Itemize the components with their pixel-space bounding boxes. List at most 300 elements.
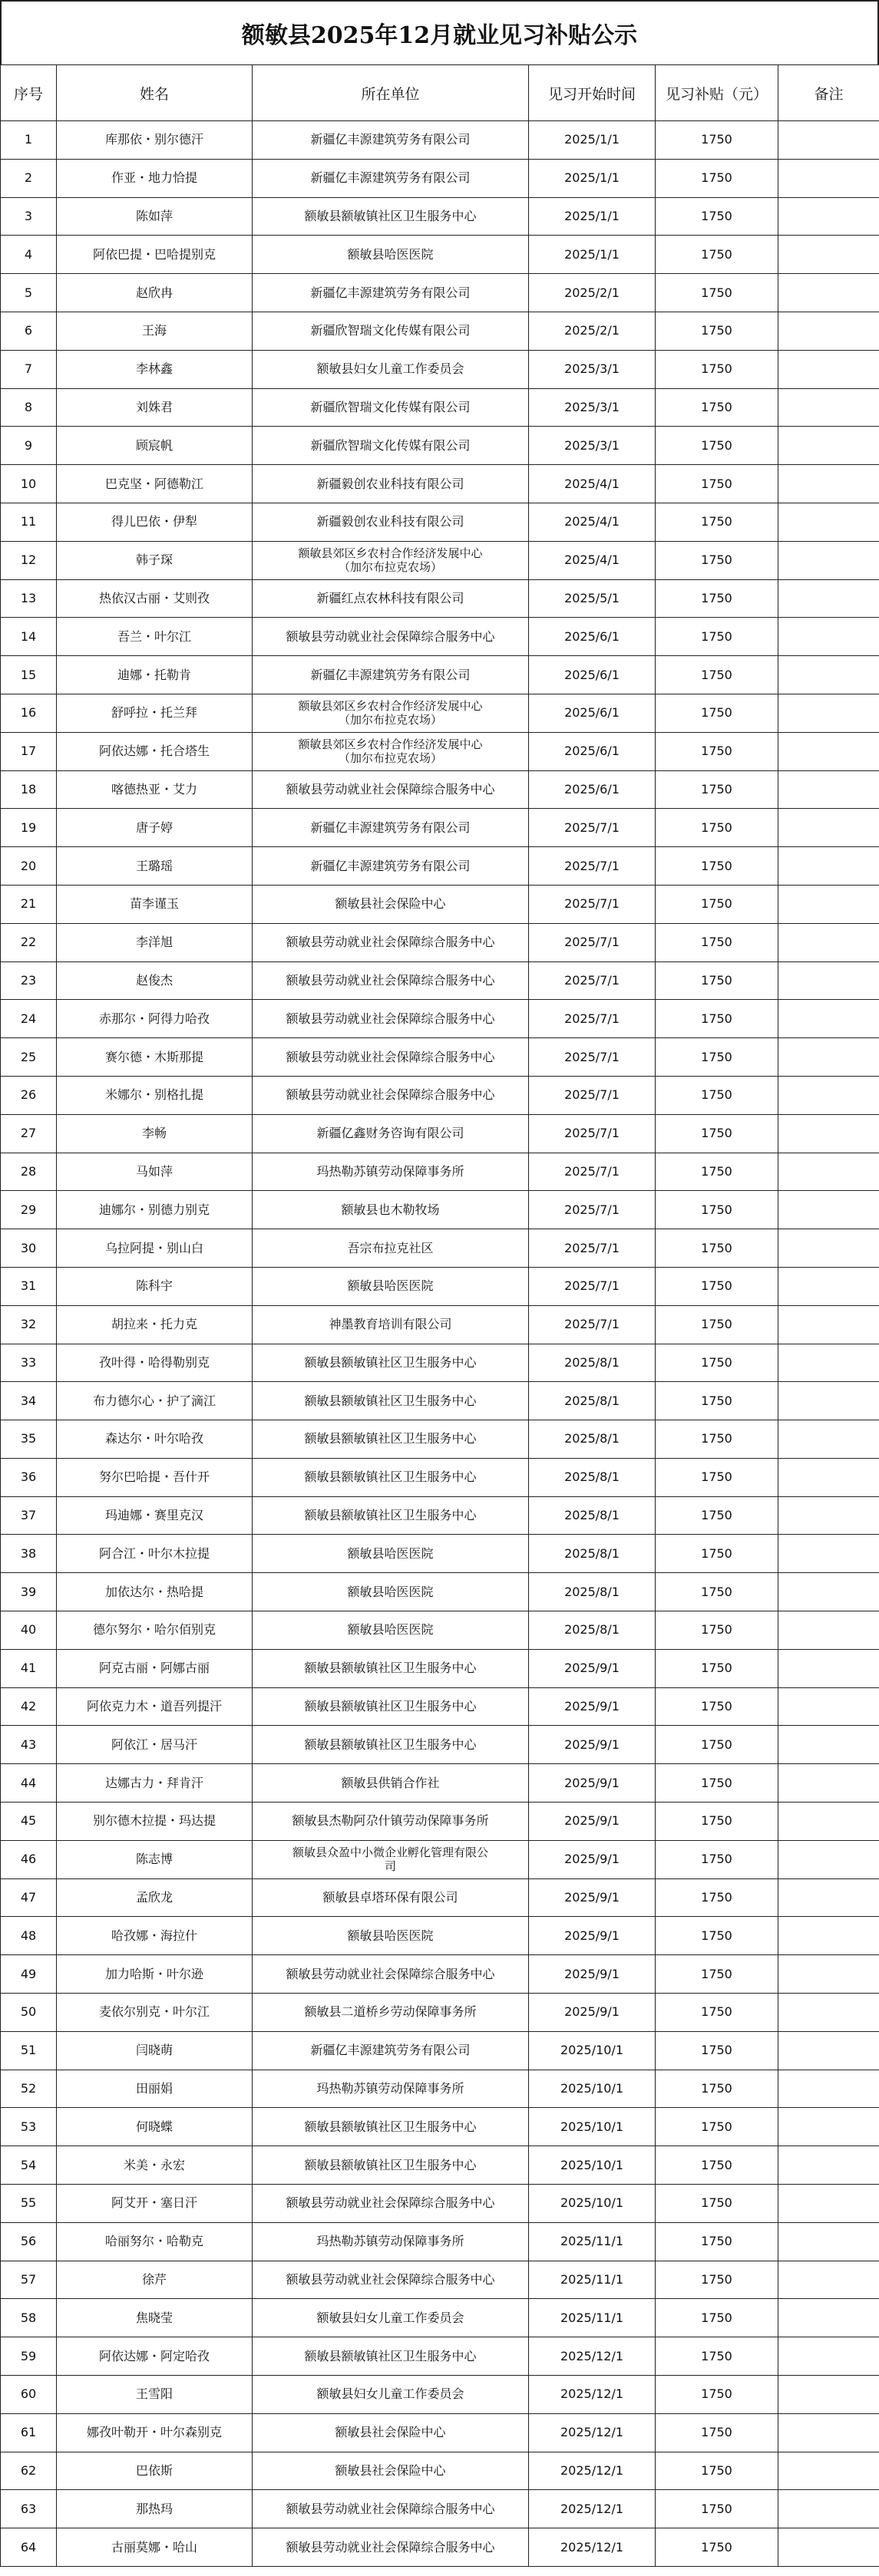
cell-no: 24 <box>1 1000 57 1038</box>
cell-no: 12 <box>1 541 57 579</box>
cell-name: 作亚・地力恰提 <box>57 159 253 197</box>
cell-subsidy: 1750 <box>656 923 778 961</box>
cell-start-date: 2025/7/1 <box>529 1305 656 1344</box>
cell-note <box>778 2261 879 2299</box>
table-row <box>1 350 879 388</box>
cell-note <box>778 1458 879 1496</box>
cell-name: 森达尔・叶尔哈孜 <box>57 1420 253 1459</box>
cell-unit: 额敏县劳动就业社会保障综合服务中心 <box>253 770 529 809</box>
cell-no: 62 <box>1 2452 57 2490</box>
cell-note <box>778 1153 879 1191</box>
cell-no: 21 <box>1 885 57 923</box>
cell-name: 陈科宇 <box>57 1267 253 1305</box>
table-row <box>1 1114 879 1153</box>
cell-note <box>778 1420 879 1459</box>
cell-note <box>778 885 879 923</box>
cell-note <box>778 274 879 312</box>
cell-start-date: 2025/6/1 <box>529 732 656 770</box>
cell-note <box>778 236 879 274</box>
cell-start-date: 2025/11/1 <box>529 2299 656 2337</box>
cell-subsidy: 1750 <box>656 1687 778 1726</box>
cell-name: 唐子婷 <box>57 809 253 847</box>
cell-subsidy: 1750 <box>656 2108 778 2146</box>
cell-unit: 额敏县哈医医院 <box>253 1573 529 1611</box>
cell-start-date: 2025/6/1 <box>529 694 656 732</box>
cell-subsidy: 1750 <box>656 236 778 274</box>
cell-name: 加力哈斯・叶尔逊 <box>57 1955 253 1994</box>
cell-note <box>778 1267 879 1305</box>
table-row <box>1 809 879 847</box>
cell-start-date: 2025/8/1 <box>529 1535 656 1573</box>
cell-note <box>778 618 879 656</box>
header-unit: 所在单位 <box>253 65 529 121</box>
cell-unit: 额敏县额敏镇社区卫生服务中心 <box>253 1420 529 1459</box>
cell-subsidy: 1750 <box>656 2299 778 2337</box>
table-row <box>1 236 879 274</box>
cell-unit: 额敏县供销合作社 <box>253 1764 529 1803</box>
cell-name: 巴依斯 <box>57 2452 253 2490</box>
table-row <box>1 923 879 961</box>
cell-name: 那热玛 <box>57 2490 253 2528</box>
cell-note <box>778 2031 879 2070</box>
cell-note <box>778 1803 879 1841</box>
cell-unit: 新疆亿丰源建筑劳务有限公司 <box>253 809 529 847</box>
cell-no: 18 <box>1 770 57 809</box>
table-row <box>1 1000 879 1038</box>
cell-no: 60 <box>1 2376 57 2414</box>
cell-no: 34 <box>1 1382 57 1420</box>
cell-note <box>778 732 879 770</box>
cell-no: 64 <box>1 2528 57 2567</box>
table-row <box>1 2070 879 2108</box>
cell-unit: 吾宗布拉克社区 <box>253 1229 529 1268</box>
cell-name: 胡拉来・托力克 <box>57 1305 253 1344</box>
cell-unit: 额敏县也木勒牧场 <box>253 1191 529 1229</box>
cell-no: 16 <box>1 694 57 732</box>
cell-start-date: 2025/1/1 <box>529 159 656 197</box>
cell-start-date: 2025/9/1 <box>529 1840 656 1878</box>
cell-note <box>778 1573 879 1611</box>
cell-start-date: 2025/7/1 <box>529 809 656 847</box>
cell-subsidy: 1750 <box>656 1649 778 1687</box>
cell-unit: 新疆欣智瑞文化传媒有限公司 <box>253 312 529 350</box>
cell-start-date: 2025/9/1 <box>529 1955 656 1994</box>
cell-no: 28 <box>1 1153 57 1191</box>
cell-subsidy: 1750 <box>656 1153 778 1191</box>
table-row <box>1 121 879 160</box>
cell-name: 陈如萍 <box>57 197 253 236</box>
cell-note <box>778 1496 879 1535</box>
cell-start-date: 2025/10/1 <box>529 2031 656 2070</box>
cell-unit: 额敏县哈医医院 <box>253 1267 529 1305</box>
cell-unit: 额敏县社会保险中心 <box>253 885 529 923</box>
cell-no: 63 <box>1 2490 57 2528</box>
cell-no: 42 <box>1 1687 57 1726</box>
cell-unit: 新疆亿丰源建筑劳务有限公司 <box>253 159 529 197</box>
cell-subsidy: 1750 <box>656 1573 778 1611</box>
cell-start-date: 2025/6/1 <box>529 656 656 694</box>
cell-subsidy: 1750 <box>656 2222 778 2261</box>
cell-note <box>778 121 879 160</box>
cell-start-date: 2025/7/1 <box>529 1153 656 1191</box>
cell-subsidy: 1750 <box>656 2413 778 2452</box>
cell-unit: 新疆亿丰源建筑劳务有限公司 <box>253 2031 529 2070</box>
cell-name: 阿合江・叶尔木拉提 <box>57 1535 253 1573</box>
cell-subsidy: 1750 <box>656 1267 778 1305</box>
table-row <box>1 2452 879 2490</box>
cell-no: 36 <box>1 1458 57 1496</box>
cell-note <box>778 1955 879 1994</box>
cell-unit: 新疆亿丰源建筑劳务有限公司 <box>253 121 529 160</box>
cell-start-date: 2025/5/1 <box>529 579 656 618</box>
cell-name: 阿依达娜・托合塔生 <box>57 732 253 770</box>
cell-name: 王璐瑶 <box>57 847 253 886</box>
cell-name: 阿依达娜・阿定哈孜 <box>57 2337 253 2376</box>
cell-subsidy: 1750 <box>656 770 778 809</box>
cell-start-date: 2025/8/1 <box>529 1458 656 1496</box>
cell-name: 闫晓萌 <box>57 2031 253 2070</box>
cell-name: 赤那尔・阿得力哈孜 <box>57 1000 253 1038</box>
cell-note <box>778 847 879 886</box>
cell-subsidy: 1750 <box>656 1535 778 1573</box>
cell-start-date: 2025/12/1 <box>529 2528 656 2567</box>
table-row <box>1 1878 879 1917</box>
cell-start-date: 2025/12/1 <box>529 2452 656 2490</box>
cell-note <box>778 2108 879 2146</box>
cell-unit: 额敏县劳动就业社会保障综合服务中心 <box>253 2185 529 2223</box>
cell-unit: 额敏县哈医医院 <box>253 1917 529 1955</box>
cell-start-date: 2025/7/1 <box>529 1114 656 1153</box>
cell-unit: 额敏县额敏镇社区卫生服务中心 <box>253 1496 529 1535</box>
cell-no: 9 <box>1 427 57 465</box>
cell-name: 阿依克力木・道吾列提汗 <box>57 1687 253 1726</box>
cell-note <box>778 1076 879 1114</box>
cell-no: 50 <box>1 1994 57 2032</box>
cell-note <box>778 159 879 197</box>
cell-subsidy: 1750 <box>656 197 778 236</box>
cell-start-date: 2025/7/1 <box>529 1000 656 1038</box>
cell-name: 李林鑫 <box>57 350 253 388</box>
cell-name: 麦依尔别克・叶尔江 <box>57 1994 253 2032</box>
table-row <box>1 1496 879 1535</box>
cell-unit: 新疆欣智瑞文化传媒有限公司 <box>253 388 529 427</box>
cell-subsidy: 1750 <box>656 1917 778 1955</box>
cell-name: 巴克坚・阿德勒江 <box>57 465 253 503</box>
cell-subsidy: 1750 <box>656 1229 778 1268</box>
table-row <box>1 2376 879 2414</box>
cell-note <box>778 2452 879 2490</box>
table-row <box>1 1229 879 1268</box>
cell-no: 20 <box>1 847 57 886</box>
cell-note <box>778 2070 879 2108</box>
cell-unit: 额敏县劳动就业社会保障综合服务中心 <box>253 2261 529 2299</box>
cell-no: 7 <box>1 350 57 388</box>
table-row <box>1 1687 879 1726</box>
cell-no: 46 <box>1 1840 57 1878</box>
cell-no: 29 <box>1 1191 57 1229</box>
cell-name: 孟欣龙 <box>57 1878 253 1917</box>
cell-note <box>778 1038 879 1077</box>
cell-start-date: 2025/3/1 <box>529 388 656 427</box>
cell-no: 4 <box>1 236 57 274</box>
cell-unit: 额敏县额敏镇社区卫生服务中心 <box>253 2146 529 2185</box>
cell-name: 别尔德木拉提・玛达提 <box>57 1803 253 1841</box>
cell-note <box>778 2146 879 2185</box>
cell-note <box>778 770 879 809</box>
table-row <box>1 1382 879 1420</box>
cell-start-date: 2025/7/1 <box>529 1267 656 1305</box>
cell-subsidy: 1750 <box>656 427 778 465</box>
cell-subsidy: 1750 <box>656 2337 778 2376</box>
cell-unit: 额敏县卓塔环保有限公司 <box>253 1878 529 1917</box>
cell-unit: 额敏县郊区乡农村合作经济发展中心 （加尔布拉克农场） <box>253 541 529 579</box>
table-row <box>1 1420 879 1459</box>
cell-unit: 额敏县劳动就业社会保障综合服务中心 <box>253 1038 529 1077</box>
cell-no: 45 <box>1 1803 57 1841</box>
cell-start-date: 2025/4/1 <box>529 503 656 541</box>
table-row <box>1 1344 879 1382</box>
cell-start-date: 2025/12/1 <box>529 2490 656 2528</box>
table-row <box>1 1038 879 1077</box>
cell-no: 56 <box>1 2222 57 2261</box>
cell-no: 19 <box>1 809 57 847</box>
cell-note <box>778 465 879 503</box>
cell-unit: 额敏县额敏镇社区卫生服务中心 <box>253 2337 529 2376</box>
header-name: 姓名 <box>57 65 253 121</box>
cell-start-date: 2025/7/1 <box>529 1191 656 1229</box>
cell-subsidy: 1750 <box>656 388 778 427</box>
cell-note <box>778 1382 879 1420</box>
cell-subsidy: 1750 <box>656 732 778 770</box>
table-row <box>1 2146 879 2185</box>
cell-no: 8 <box>1 388 57 427</box>
table-row <box>1 579 879 618</box>
cell-start-date: 2025/11/1 <box>529 2222 656 2261</box>
cell-no: 52 <box>1 2070 57 2108</box>
cell-no: 59 <box>1 2337 57 2376</box>
cell-start-date: 2025/7/1 <box>529 885 656 923</box>
cell-start-date: 2025/9/1 <box>529 1726 656 1764</box>
cell-name: 李洋旭 <box>57 923 253 961</box>
header-start-date: 见习开始时间 <box>529 65 656 121</box>
cell-unit: 神墨教育培训有限公司 <box>253 1305 529 1344</box>
cell-note <box>778 1994 879 2032</box>
cell-no: 2 <box>1 159 57 197</box>
cell-name: 刘姝君 <box>57 388 253 427</box>
cell-name: 阿克古丽・阿娜古丽 <box>57 1649 253 1687</box>
cell-start-date: 2025/8/1 <box>529 1573 656 1611</box>
cell-name: 王雪阳 <box>57 2376 253 2414</box>
cell-subsidy: 1750 <box>656 2528 778 2567</box>
table-row <box>1 2413 879 2452</box>
cell-note <box>778 809 879 847</box>
cell-subsidy: 1750 <box>656 1191 778 1229</box>
cell-unit: 额敏县额敏镇社区卫生服务中心 <box>253 2108 529 2146</box>
cell-note <box>778 2337 879 2376</box>
cell-note <box>778 2222 879 2261</box>
cell-name: 陈志博 <box>57 1840 253 1878</box>
cell-subsidy: 1750 <box>656 1382 778 1420</box>
cell-start-date: 2025/4/1 <box>529 541 656 579</box>
cell-start-date: 2025/10/1 <box>529 2146 656 2185</box>
cell-subsidy: 1750 <box>656 809 778 847</box>
table-row <box>1 2031 879 2070</box>
cell-name: 阿依巴提・巴哈提别克 <box>57 236 253 274</box>
table-row <box>1 1840 879 1878</box>
cell-unit: 额敏县劳动就业社会保障综合服务中心 <box>253 618 529 656</box>
table-row <box>1 2185 879 2223</box>
cell-subsidy: 1750 <box>656 350 778 388</box>
cell-note <box>778 1726 879 1764</box>
cell-subsidy: 1750 <box>656 2146 778 2185</box>
cell-start-date: 2025/9/1 <box>529 1917 656 1955</box>
table-row <box>1 656 879 694</box>
cell-note <box>778 312 879 350</box>
cell-name: 迪娜尔・别德力别克 <box>57 1191 253 1229</box>
cell-name: 德尔努尔・哈尔佰别克 <box>57 1611 253 1650</box>
cell-unit: 额敏县妇女儿童工作委员会 <box>253 350 529 388</box>
cell-name: 李畅 <box>57 1114 253 1153</box>
cell-subsidy: 1750 <box>656 1114 778 1153</box>
cell-start-date: 2025/11/1 <box>529 2261 656 2299</box>
cell-name: 乌拉阿提・别山白 <box>57 1229 253 1268</box>
cell-name: 喀德热亚・艾力 <box>57 770 253 809</box>
cell-name: 马如萍 <box>57 1153 253 1191</box>
cell-start-date: 2025/9/1 <box>529 1803 656 1841</box>
cell-note <box>778 1114 879 1153</box>
cell-name: 古丽莫娜・哈山 <box>57 2528 253 2567</box>
cell-subsidy: 1750 <box>656 2070 778 2108</box>
cell-note <box>778 2376 879 2414</box>
cell-name: 赵欣冉 <box>57 274 253 312</box>
table-row <box>1 1803 879 1841</box>
cell-start-date: 2025/6/1 <box>529 618 656 656</box>
cell-unit: 额敏县额敏镇社区卫生服务中心 <box>253 1344 529 1382</box>
cell-unit: 额敏县劳动就业社会保障综合服务中心 <box>253 961 529 1000</box>
subsidy-table <box>0 64 879 2567</box>
header-subsidy: 见习补贴（元） <box>656 65 778 121</box>
cell-unit: 额敏县哈医医院 <box>253 1611 529 1650</box>
cell-name: 吾兰・叶尔江 <box>57 618 253 656</box>
cell-name: 焦晓莹 <box>57 2299 253 2337</box>
cell-name: 玛迪娜・赛里克汉 <box>57 1496 253 1535</box>
cell-subsidy: 1750 <box>656 121 778 160</box>
cell-subsidy: 1750 <box>656 1878 778 1917</box>
cell-note <box>778 1611 879 1650</box>
cell-start-date: 2025/9/1 <box>529 1649 656 1687</box>
cell-note <box>778 961 879 1000</box>
cell-note <box>778 197 879 236</box>
table-row <box>1 1267 879 1305</box>
cell-no: 11 <box>1 503 57 541</box>
cell-subsidy: 1750 <box>656 1076 778 1114</box>
cell-unit: 新疆红点农林科技有限公司 <box>253 579 529 618</box>
cell-note <box>778 427 879 465</box>
cell-unit: 新疆亿鑫财务咨询有限公司 <box>253 1114 529 1153</box>
table-row <box>1 2222 879 2261</box>
cell-no: 57 <box>1 2261 57 2299</box>
cell-start-date: 2025/8/1 <box>529 1611 656 1650</box>
cell-unit: 额敏县额敏镇社区卫生服务中心 <box>253 1382 529 1420</box>
cell-unit: 额敏县哈医医院 <box>253 1535 529 1573</box>
cell-subsidy: 1750 <box>656 1038 778 1077</box>
cell-no: 6 <box>1 312 57 350</box>
table-row <box>1 770 879 809</box>
cell-subsidy: 1750 <box>656 847 778 886</box>
table-row <box>1 2490 879 2528</box>
cell-subsidy: 1750 <box>656 1611 778 1650</box>
cell-start-date: 2025/6/1 <box>529 770 656 809</box>
table-row <box>1 1573 879 1611</box>
cell-start-date: 2025/8/1 <box>529 1496 656 1535</box>
cell-start-date: 2025/12/1 <box>529 2413 656 2452</box>
cell-unit: 额敏县额敏镇社区卫生服务中心 <box>253 197 529 236</box>
cell-note <box>778 579 879 618</box>
table-row <box>1 885 879 923</box>
cell-name: 孜叶得・哈得勒别克 <box>57 1344 253 1382</box>
table-row <box>1 2337 879 2376</box>
cell-name: 阿艾开・塞日汗 <box>57 2185 253 2223</box>
cell-start-date: 2025/10/1 <box>529 2108 656 2146</box>
cell-name: 哈丽努尔・哈勒克 <box>57 2222 253 2261</box>
cell-name: 米娜尔・别格扎提 <box>57 1076 253 1114</box>
cell-no: 40 <box>1 1611 57 1650</box>
cell-no: 41 <box>1 1649 57 1687</box>
cell-no: 30 <box>1 1229 57 1268</box>
table-row <box>1 503 879 541</box>
cell-start-date: 2025/10/1 <box>529 2070 656 2108</box>
cell-no: 35 <box>1 1420 57 1459</box>
cell-name: 阿依江・居马汗 <box>57 1726 253 1764</box>
cell-subsidy: 1750 <box>656 1000 778 1038</box>
cell-unit: 玛热勒苏镇劳动保障事务所 <box>253 2222 529 2261</box>
cell-subsidy: 1750 <box>656 1344 778 1382</box>
cell-start-date: 2025/7/1 <box>529 961 656 1000</box>
cell-unit: 额敏县社会保险中心 <box>253 2413 529 2452</box>
table-row <box>1 274 879 312</box>
cell-no: 58 <box>1 2299 57 2337</box>
cell-start-date: 2025/1/1 <box>529 121 656 160</box>
cell-unit: 额敏县劳动就业社会保障综合服务中心 <box>253 923 529 961</box>
cell-no: 26 <box>1 1076 57 1114</box>
cell-unit: 额敏县额敏镇社区卫生服务中心 <box>253 1726 529 1764</box>
table-row <box>1 197 879 236</box>
table-row <box>1 2299 879 2337</box>
cell-no: 48 <box>1 1917 57 1955</box>
cell-subsidy: 1750 <box>656 2185 778 2223</box>
cell-start-date: 2025/1/1 <box>529 236 656 274</box>
cell-unit: 额敏县郊区乡农村合作经济发展中心 （加尔布拉克农场） <box>253 732 529 770</box>
cell-start-date: 2025/7/1 <box>529 1076 656 1114</box>
cell-subsidy: 1750 <box>656 885 778 923</box>
cell-name: 迪娜・托勒肯 <box>57 656 253 694</box>
cell-start-date: 2025/7/1 <box>529 847 656 886</box>
table-row <box>1 2108 879 2146</box>
cell-subsidy: 1750 <box>656 1764 778 1803</box>
cell-start-date: 2025/2/1 <box>529 274 656 312</box>
cell-no: 39 <box>1 1573 57 1611</box>
cell-subsidy: 1750 <box>656 656 778 694</box>
cell-note <box>778 503 879 541</box>
cell-no: 53 <box>1 2108 57 2146</box>
cell-note <box>778 1191 879 1229</box>
cell-name: 加依达尔・热哈提 <box>57 1573 253 1611</box>
cell-note <box>778 2413 879 2452</box>
cell-note <box>778 1878 879 1917</box>
cell-no: 15 <box>1 656 57 694</box>
cell-name: 布力德尔心・护了滴江 <box>57 1382 253 1420</box>
cell-subsidy: 1750 <box>656 159 778 197</box>
